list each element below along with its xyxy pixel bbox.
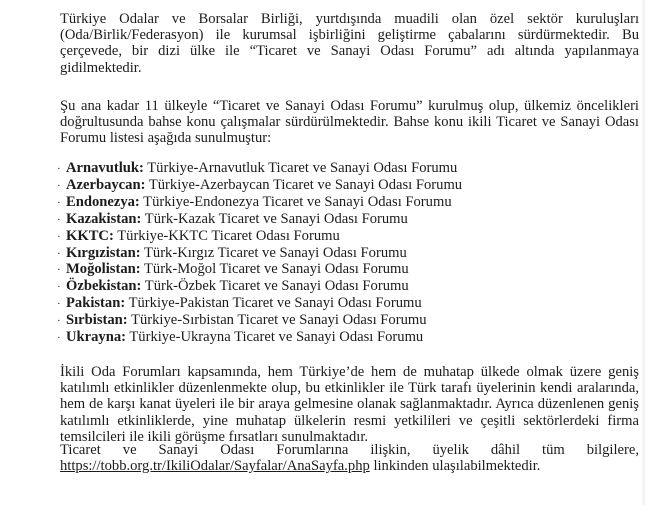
bullet-icon: · bbox=[57, 332, 61, 345]
bullet-icon: · bbox=[57, 247, 61, 260]
country-name: Özbekistan: bbox=[66, 278, 142, 295]
country-name: Ukrayna: bbox=[66, 329, 126, 346]
country-name: KKTC: bbox=[66, 227, 114, 244]
info-text-end: linkinden ulaşılabilmektedir. bbox=[369, 458, 541, 475]
bullet-icon: · bbox=[57, 315, 61, 328]
page-edge bbox=[641, 0, 645, 505]
forum-website-link[interactable]: https://tobb.org.tr/IkiliOdalar/Sayfalar/AnaSayfa.php bbox=[60, 458, 370, 475]
intro-paragraph: Türkiye Odalar ve Borsalar Birliği, yurtdışında muadili olan özel sektör kuruluşları (Oda/Birlik/Federasyon) ile kurumsal işbirliğini geliştirme çabalarını sürdürmektedir. Bu çerçevede, bir dizi ülke ile “Ticaret ve Sanayi Odası Forumu” adı altında yapılanmaya gidilmektedir. bbox=[60, 11, 639, 76]
list-item bbox=[57, 330, 617, 347]
country-name: Pakistan: bbox=[66, 295, 126, 312]
list-item bbox=[57, 313, 617, 330]
country-name: Endonezya: bbox=[66, 193, 140, 210]
list-item bbox=[57, 195, 617, 212]
list-item bbox=[57, 296, 617, 313]
info-text: Ticaret ve Sanayi Odası Forumlarına ilişkin, üyelik dâhil tüm bilgilere, bbox=[60, 442, 639, 458]
forum-name: Türk-Kırgız Ticaret ve Sanayi Odası Forumu bbox=[140, 244, 407, 261]
summary-paragraph: Şu ana kadar 11 ülkeyle “Ticaret ve Sanayi Odası Forumu” kurulmuş olup, ülkemiz öncelikleri doğrultusunda bahse konu çalışmalar sürdürülmektedir. Bahse konu ikili Ticaret ve Sanayi Odası Forumu listesi aşağıda sunulmuştur: bbox=[60, 98, 639, 147]
forum-name: Türk-Moğol Ticaret ve Sanayi Odası Forumu bbox=[140, 261, 409, 278]
list-item bbox=[57, 178, 617, 195]
forum-list bbox=[57, 161, 617, 347]
list-item bbox=[57, 161, 617, 178]
forum-name: Türkiye-KKTC Ticaret Odası Forumu bbox=[113, 227, 340, 244]
bullet-icon: · bbox=[57, 213, 61, 226]
forum-name: Türk-Kazak Ticaret ve Sanayi Odası Forumu bbox=[141, 210, 408, 227]
bullet-icon: · bbox=[57, 298, 61, 311]
info-paragraph bbox=[60, 442, 639, 474]
forum-name: Türk-Özbek Ticaret ve Sanayi Odası Forumu bbox=[141, 278, 409, 295]
country-name: Sırbistan: bbox=[66, 312, 128, 329]
bullet-icon: · bbox=[57, 163, 61, 175]
list-item bbox=[57, 246, 617, 263]
bullet-icon: · bbox=[57, 196, 61, 209]
activities-paragraph: İkili Oda Forumları kapsamında, hem Türkiye’de hem de muhatap ülkede olmak üzere geniş katılımlı etkinlikler düzenlenmekte olup, bu etkinlikler ile Türk tarafı üyelerinin kendi aralarında, hem de karşı kanat üyeleri ile bir araya gelmesine olanak sağlanmaktadır. Ayrıca düzenlenen geniş katılımlı etkinliklerde, yine muhatap ülkelerin resmi yetkilileri ve çeşitli sektörlerdeki firma temsilcileri ile ikili görüşme fırsatları sunulmaktadır. bbox=[60, 364, 639, 445]
list-item bbox=[57, 262, 617, 279]
forum-name: Türkiye-Azerbaycan Ticaret ve Sanayi Odası Forumu bbox=[145, 176, 463, 193]
forum-name: Türkiye-Ukrayna Ticaret ve Sanayi Odası Forumu bbox=[126, 329, 424, 346]
forum-name: Türkiye-Sırbistan Ticaret ve Sanayi Odası Forumu bbox=[127, 312, 427, 329]
forum-name: Türkiye-Arnavutluk Ticaret ve Sanayi Odası Forumu bbox=[143, 160, 458, 176]
list-item bbox=[57, 279, 617, 296]
bullet-icon: · bbox=[57, 264, 61, 277]
bullet-icon: · bbox=[57, 281, 61, 294]
country-name: Moğolistan: bbox=[66, 261, 141, 278]
list-item bbox=[57, 229, 617, 246]
country-name: Azerbaycan: bbox=[66, 176, 146, 193]
list-item bbox=[57, 212, 617, 229]
bullet-icon: · bbox=[57, 230, 61, 243]
country-name: Arnavutluk: bbox=[66, 160, 144, 176]
country-name: Kazakistan: bbox=[66, 210, 142, 227]
bullet-icon: · bbox=[57, 179, 61, 192]
country-name: Kırgızistan: bbox=[66, 244, 141, 261]
forum-name: Türkiye-Pakistan Ticaret ve Sanayi Odası Forumu bbox=[125, 295, 422, 312]
forum-name: Türkiye-Endonezya Ticaret ve Sanayi Odası Forumu bbox=[139, 193, 452, 210]
